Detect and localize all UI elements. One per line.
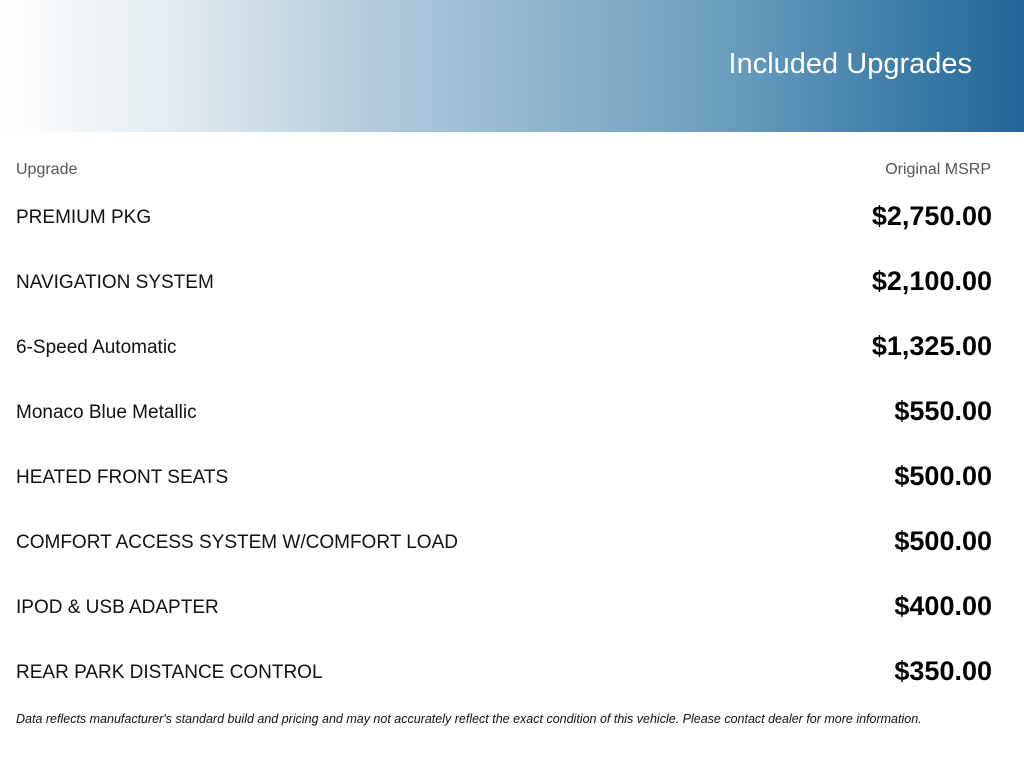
upgrade-name: IPOD & USB ADAPTER	[16, 597, 219, 618]
upgrade-row	[0, 640, 1024, 705]
upgrade-name: NAVIGATION SYSTEM	[16, 272, 214, 293]
upgrade-name: 6-Speed Automatic	[16, 337, 177, 358]
upgrade-price: $1,325.00	[871, 331, 992, 361]
upgrade-name: PREMIUM PKG	[16, 207, 152, 228]
upgrade-row	[0, 445, 1024, 510]
upgrade-row	[0, 575, 1024, 640]
upgrade-price: $2,750.00	[871, 201, 992, 231]
upgrade-row	[0, 510, 1024, 575]
disclaimer-text: Data reflects manufacturer's standard build and pricing and may not accurately reflect the exact condition of this vehicle. Please contact dealer for more information.	[16, 712, 922, 726]
upgrade-price: $2,100.00	[871, 266, 992, 296]
page-title: Included Upgrades	[728, 48, 972, 80]
upgrade-row	[0, 185, 1024, 250]
upgrade-price: $550.00	[894, 396, 992, 426]
upgrade-name: HEATED FRONT SEATS	[16, 467, 229, 488]
upgrade-row	[0, 250, 1024, 315]
upgrade-name: COMFORT ACCESS SYSTEM W/COMFORT LOAD	[16, 532, 458, 553]
upgrade-price: $400.00	[894, 591, 992, 621]
upgrade-row	[0, 380, 1024, 445]
upgrade-row	[0, 315, 1024, 380]
column-header-upgrade: Upgrade	[16, 161, 78, 178]
column-header-msrp: Original MSRP	[885, 161, 991, 178]
upgrade-name: Monaco Blue Metallic	[16, 402, 197, 423]
upgrade-price: $350.00	[894, 656, 992, 686]
upgrade-price: $500.00	[894, 526, 992, 556]
upgrade-name: REAR PARK DISTANCE CONTROL	[16, 662, 323, 683]
upgrade-list	[0, 185, 1024, 705]
upgrade-price: $500.00	[894, 461, 992, 491]
header-banner	[0, 0, 1024, 132]
